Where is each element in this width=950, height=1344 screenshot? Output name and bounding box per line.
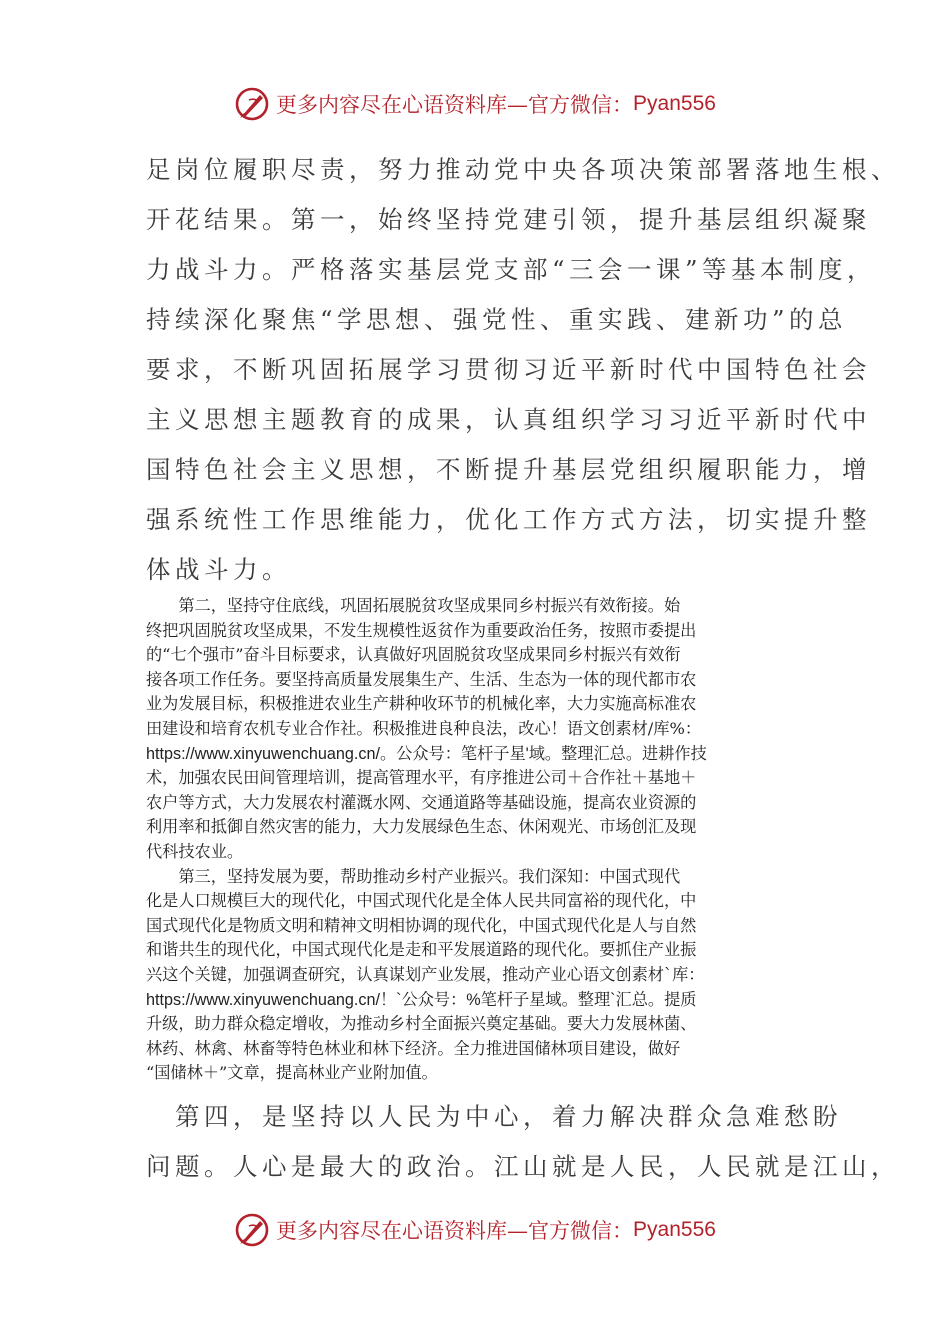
body-section-large-2 xyxy=(146,1092,900,1192)
footer-banner xyxy=(0,1212,950,1248)
header-banner xyxy=(0,86,950,122)
text-line: https://www.xinyuwenchuang.cn/！`公众号：%笔杆子星域。整理`汇总。提质 xyxy=(146,990,697,1009)
text-line: 术，加强农民田间管理培训，提高管理水平，有序推进公司＋合作社＋基地＋ xyxy=(146,768,697,788)
banner-text: 更多内容尽在心语资料库—官方微信： xyxy=(276,93,634,117)
text-line: 和谐共生的现代化，中国式现代化是走和平发展道路的现代化。要抓住产业振 xyxy=(146,940,697,960)
text-line: 终把巩固脱贫攻坚成果，不发生规模性返贫作为重要政治任务，按照市委提出 xyxy=(146,620,697,640)
body-section-large-1 xyxy=(146,145,900,595)
text-line: 强系统性工作思维能力，优化工作方式方法，切实提升整 xyxy=(146,505,871,534)
text-line: 利用率和抵御自然灾害的能力，大力发展绿色生态、休闲观光、市场创汇及现 xyxy=(146,817,697,837)
text-line: 国特色社会主义思想，不断提升基层党组织履职能力，增 xyxy=(146,455,871,484)
body-section-small xyxy=(146,594,806,1086)
text-line: 力战斗力。严格落实基层党支部“三会一课”等基本制度， xyxy=(146,255,877,284)
text-line: 问题。人心是最大的政治。江山就是人民，人民就是江山， xyxy=(146,1152,900,1181)
text-line: “国储林＋”文章，提高林业产业附加值。 xyxy=(146,1063,438,1083)
text-line: 第二，坚持守住底线，巩固拓展脱贫攻坚成果同乡村振兴有效衔接。始 xyxy=(146,596,681,615)
text-line: 林药、林禽、林畜等特色林业和林下经济。全力推进国储林项目建设，做好 xyxy=(146,1038,681,1058)
text-line: 的“七个强市”奋斗目标要求，认真做好巩固脱贫攻坚成果同乡村振兴有效衔 xyxy=(146,645,681,665)
text-line: 持续深化聚焦“学思想、强党性、重实践、建新功”的总 xyxy=(146,305,848,334)
text-line: 主义思想主题教育的成果，认真组织学习习近平新时代中 xyxy=(146,405,871,434)
quill-pen-logo-icon xyxy=(234,1212,270,1248)
text-line: 升级，助力群众稳定增收，为推动乡村全面振兴奠定基础。要大力发展林菌、 xyxy=(146,1014,697,1034)
text-line: 田建设和培育农机专业合作社。积极推进良种良法，改心！语文创素材/库%： xyxy=(146,718,702,738)
text-line: 业为发展目标，积极推进农业生产耕种收环节的机械化率，大力实施高标准农 xyxy=(146,694,697,714)
quill-pen-logo-icon xyxy=(234,86,270,122)
text-line: 兴这个关键，加强调查研究，认真谋划产业发展，推动产业心语文创素材`库： xyxy=(146,964,705,984)
text-line: 接各项工作任务。要坚持高质量发展集生产、生活、生态为一体的现代都市农 xyxy=(146,669,697,689)
text-line: 开花结果。第一，始终坚持党建引领，提升基层组织凝聚 xyxy=(146,205,871,234)
text-line: 第三，坚持发展为要，帮助推动乡村产业振兴。我们深知：中国式现代 xyxy=(146,866,681,886)
text-line: 第四，是坚持以人民为中心，着力解决群众急难愁盼 xyxy=(146,1102,842,1131)
text-line: 代科技农业。 xyxy=(146,841,244,861)
text-line: 足岗位履职尽责，努力推动党中央各项决策部署落地生根、 xyxy=(146,155,900,184)
text-line: 体战斗力。 xyxy=(146,555,291,584)
text-line: https://www.xinyuwenchuang.cn/。公众号：笔杆子星'域。整理汇总。进耕作技 xyxy=(146,744,707,763)
banner-wechat-id: Pyan556 xyxy=(633,92,716,115)
text-line: 要求，不断巩固拓展学习贯彻习近平新时代中国特色社会 xyxy=(146,355,871,384)
text-line: 化是人口规模巨大的现代化，中国式现代化是全体人民共同富裕的现代化，中 xyxy=(146,891,697,911)
text-line: 国式现代化是物质文明和精神文明相协调的现代化，中国式现代化是人与自然 xyxy=(146,915,697,935)
text-line: 农户等方式，大力发展农村灌溉水网、交通道路等基础设施，提高农业资源的 xyxy=(146,792,697,812)
banner-text: 更多内容尽在心语资料库—官方微信： xyxy=(276,1219,634,1243)
banner-wechat-id: Pyan556 xyxy=(633,1218,716,1241)
